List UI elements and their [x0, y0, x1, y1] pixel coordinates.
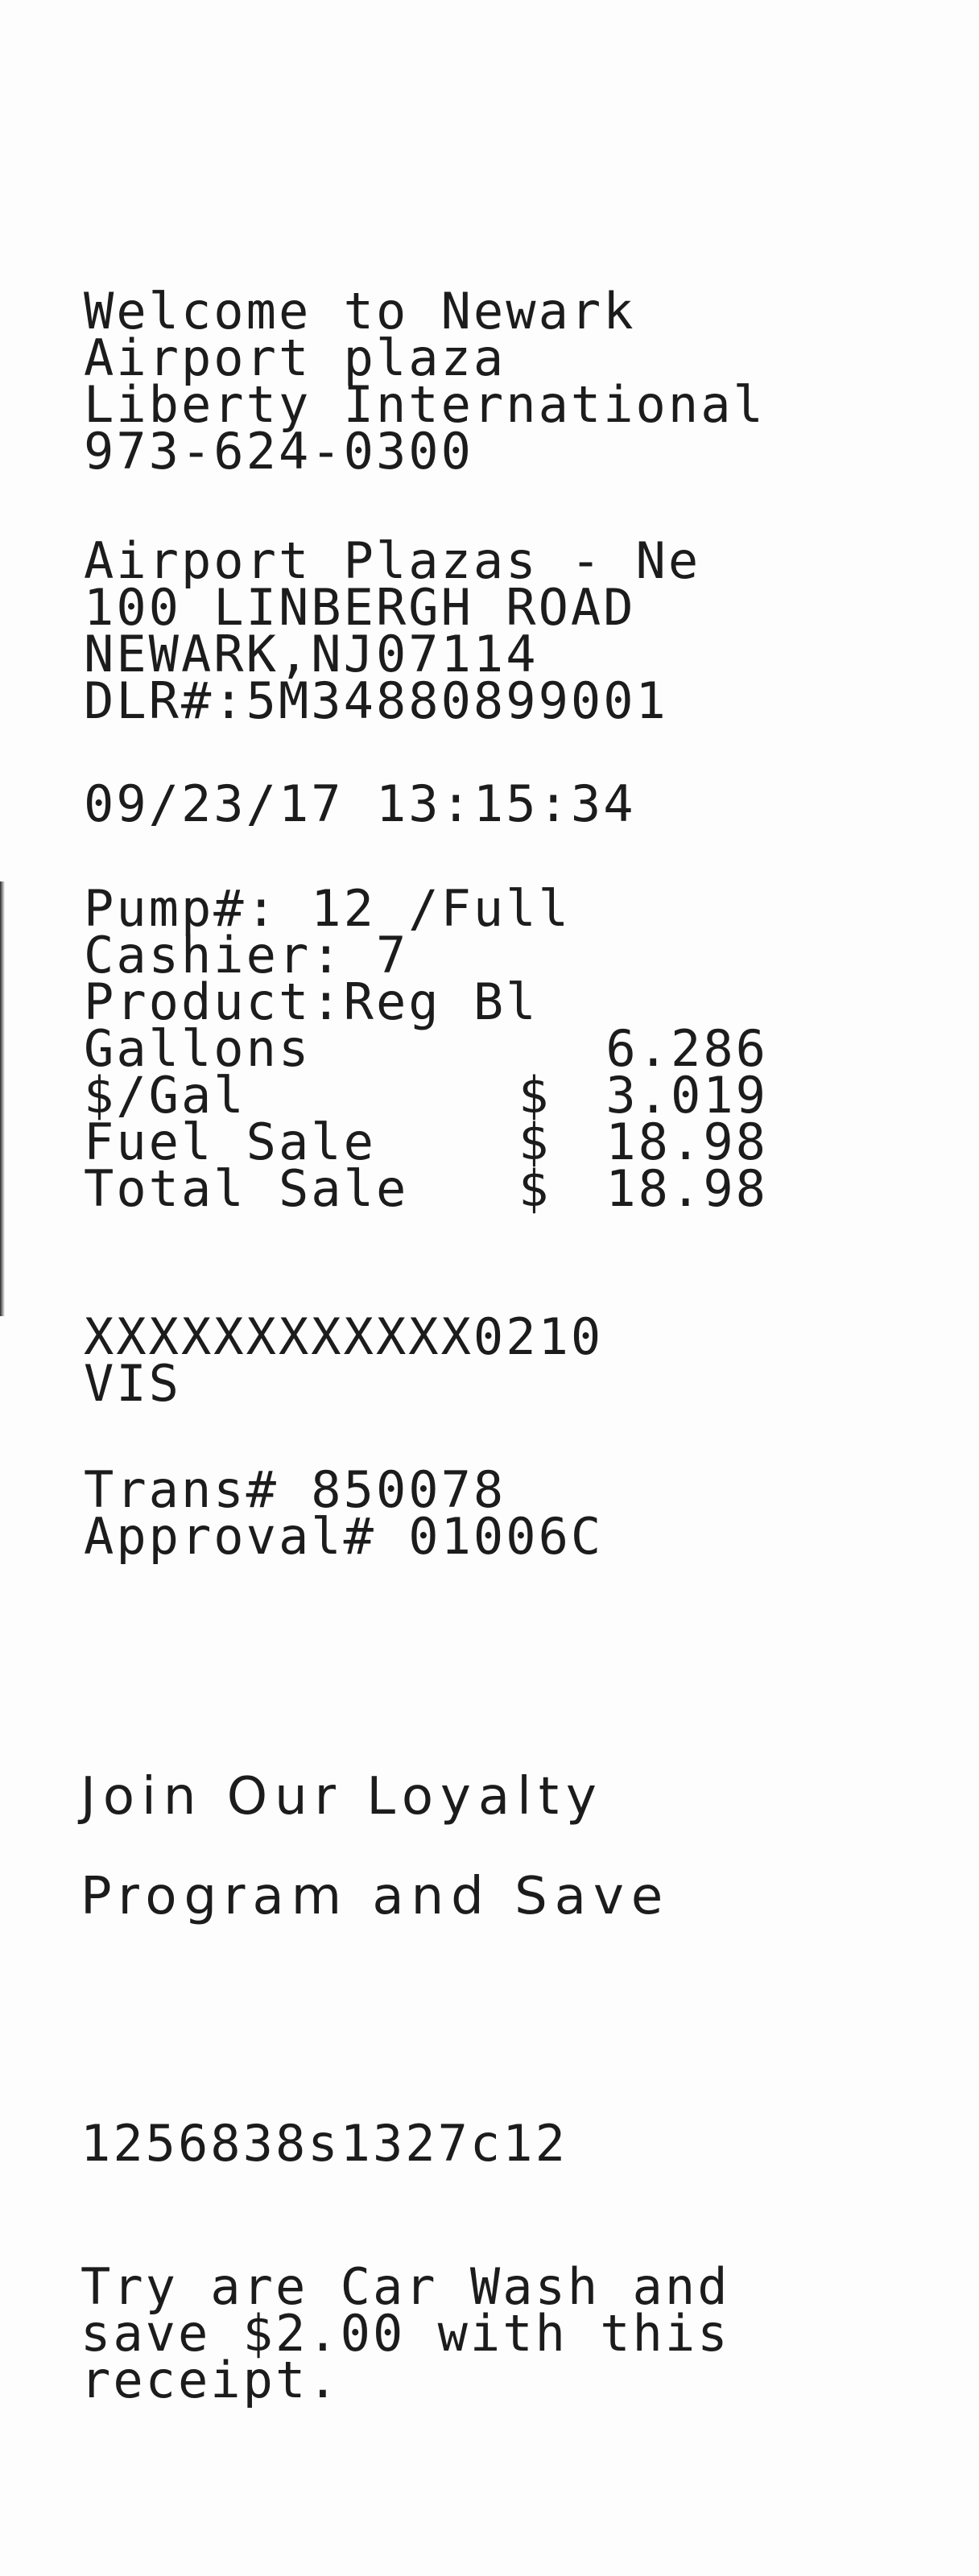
sale-row-label: $/Gal: [84, 1066, 246, 1125]
dealer-number: DLR#:5M34880899001: [84, 671, 668, 730]
paper-edge-shadow: [0, 881, 5, 1316]
phone-number: 973-624-0300: [84, 422, 473, 481]
sale-row-label: Gallons: [84, 1019, 312, 1078]
sale-row-currency: $: [518, 1066, 551, 1125]
sale-row-currency: $: [518, 1113, 551, 1171]
welcome-line-3: Liberty International: [84, 375, 766, 434]
station-address: 100 LINBERGH ROAD: [84, 578, 636, 637]
sale-row-amount: 18.98: [605, 1159, 768, 1218]
promo-code: 1256838s1327c12: [81, 2114, 568, 2173]
sale-row-amount: 6.286: [605, 1019, 768, 1078]
sale-row-total-sale: [84, 1159, 768, 1218]
sale-row-amount: 3.019: [605, 1066, 768, 1125]
card-number: XXXXXXXXXXXX0210: [84, 1307, 604, 1366]
transaction-datetime: 09/23/17 13:15:34: [84, 774, 636, 833]
sale-row-label: Fuel Sale: [84, 1113, 376, 1171]
carwash-line-3: receipt.: [81, 2351, 341, 2409]
cashier-info: Cashier: 7: [84, 926, 409, 985]
welcome-line-2: Airport plaza: [84, 328, 506, 387]
station-city: NEWARK,NJ07114: [84, 625, 539, 683]
pump-info: Pump#: 12 /Full: [84, 879, 571, 938]
carwash-line-1: Try are Car Wash and: [81, 2257, 730, 2316]
sale-row-label: Total Sale: [84, 1159, 409, 1218]
approval-number: Approval# 01006C: [84, 1507, 604, 1566]
card-type: VIS: [84, 1354, 181, 1413]
sale-row-amount: 18.98: [605, 1113, 768, 1171]
loyalty-line-1: Join Our Loyalty: [81, 1767, 604, 1827]
station-name: Airport Plazas - Ne: [84, 531, 701, 590]
product-info: Product:Reg Bl: [84, 972, 539, 1031]
welcome-line-1: Welcome to Newark: [84, 282, 636, 341]
carwash-line-2: save $2.00 with this: [81, 2304, 730, 2363]
transaction-number: Trans# 850078: [84, 1460, 506, 1519]
loyalty-line-2: Program and Save: [81, 1867, 671, 1926]
sale-row-currency: $: [518, 1159, 551, 1218]
